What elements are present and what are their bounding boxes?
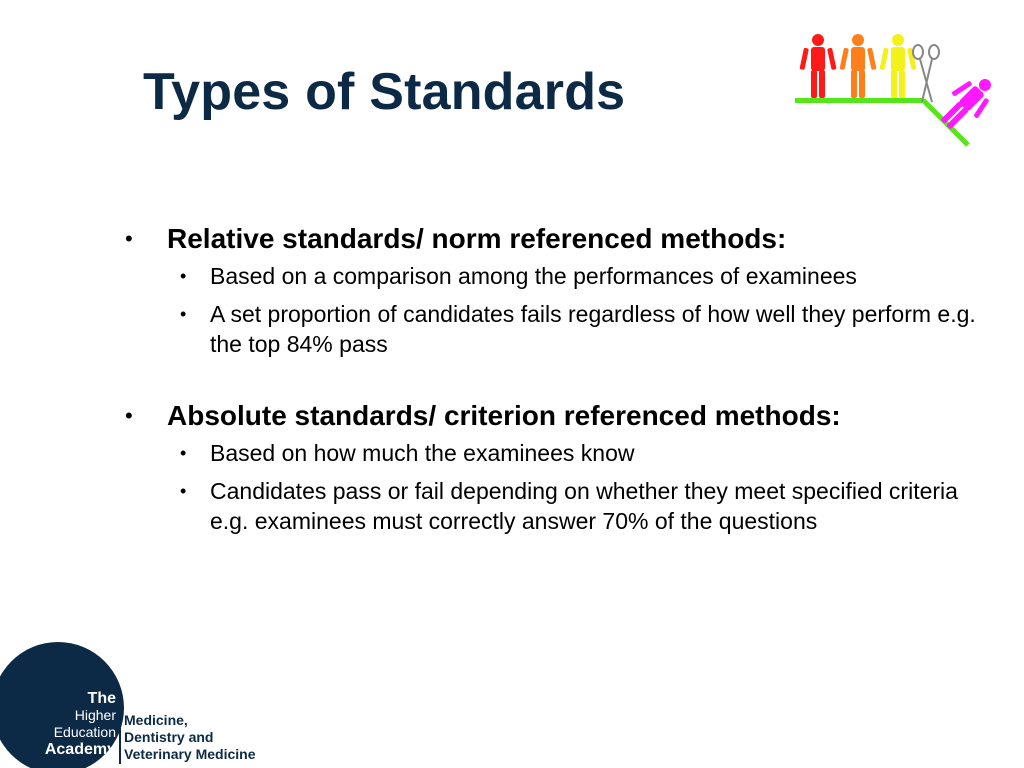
section-heading — [125, 399, 867, 433]
section-heading — [125, 222, 985, 256]
bullet-icon: • — [180, 443, 187, 463]
sub-bullet-item — [125, 299, 985, 359]
sub-bullet-list — [125, 438, 985, 536]
sub-bullet-item — [125, 476, 985, 536]
logo-line-higher: Higher — [74, 707, 116, 723]
sub-bullet-text: Candidates pass or fail depending on whether they meet specified criteria e.g. examinees must correctly answer 70% of the questions — [210, 478, 958, 534]
bullet-content — [125, 222, 985, 544]
scissors-icon — [913, 45, 939, 102]
bullet-icon: • — [180, 266, 187, 286]
orange-figure — [839, 34, 876, 98]
subject-line: Medicine, — [124, 712, 188, 728]
magenta-figure — [932, 68, 1000, 138]
sub-bullet-item — [125, 438, 985, 468]
logo-line-education: Education — [53, 724, 116, 740]
sub-bullet-text: A set proportion of candidates fails regardless of how well they perform e.g. the top 84% pass — [210, 301, 976, 357]
yellow-figure — [879, 34, 916, 98]
bullet-icon: • — [180, 481, 187, 501]
section-heading-text: Relative standards/ norm referenced methods: — [167, 223, 787, 254]
subject-line: Dentistry and — [124, 729, 214, 745]
logo-line-academy: Academy — [44, 741, 116, 758]
logo-line-the: The — [87, 690, 116, 707]
paper-people-scissors-icon — [790, 30, 1000, 150]
ground-line — [795, 98, 923, 103]
logo-divider — [119, 708, 121, 764]
bullet-icon: • — [125, 226, 133, 251]
sub-bullet-text: Based on a comparison among the performances of examinees — [210, 263, 857, 289]
bullet-icon: • — [180, 304, 187, 324]
section-heading-text: Absolute standards/ criterion referenced methods: — [167, 400, 841, 431]
sub-bullet-text: Based on how much the examinees know — [210, 440, 635, 466]
hea-logo-text — [20, 690, 116, 758]
subject-line: Veterinary Medicine — [124, 746, 256, 762]
sub-bullet-item — [125, 261, 985, 291]
section-relative — [125, 222, 985, 359]
bullet-icon: • — [125, 403, 133, 428]
slide-title: Types of Standards — [143, 63, 626, 121]
red-figure — [799, 34, 836, 98]
section-absolute — [125, 399, 985, 536]
subject-centre-text — [124, 712, 256, 763]
sub-bullet-list — [125, 261, 985, 359]
